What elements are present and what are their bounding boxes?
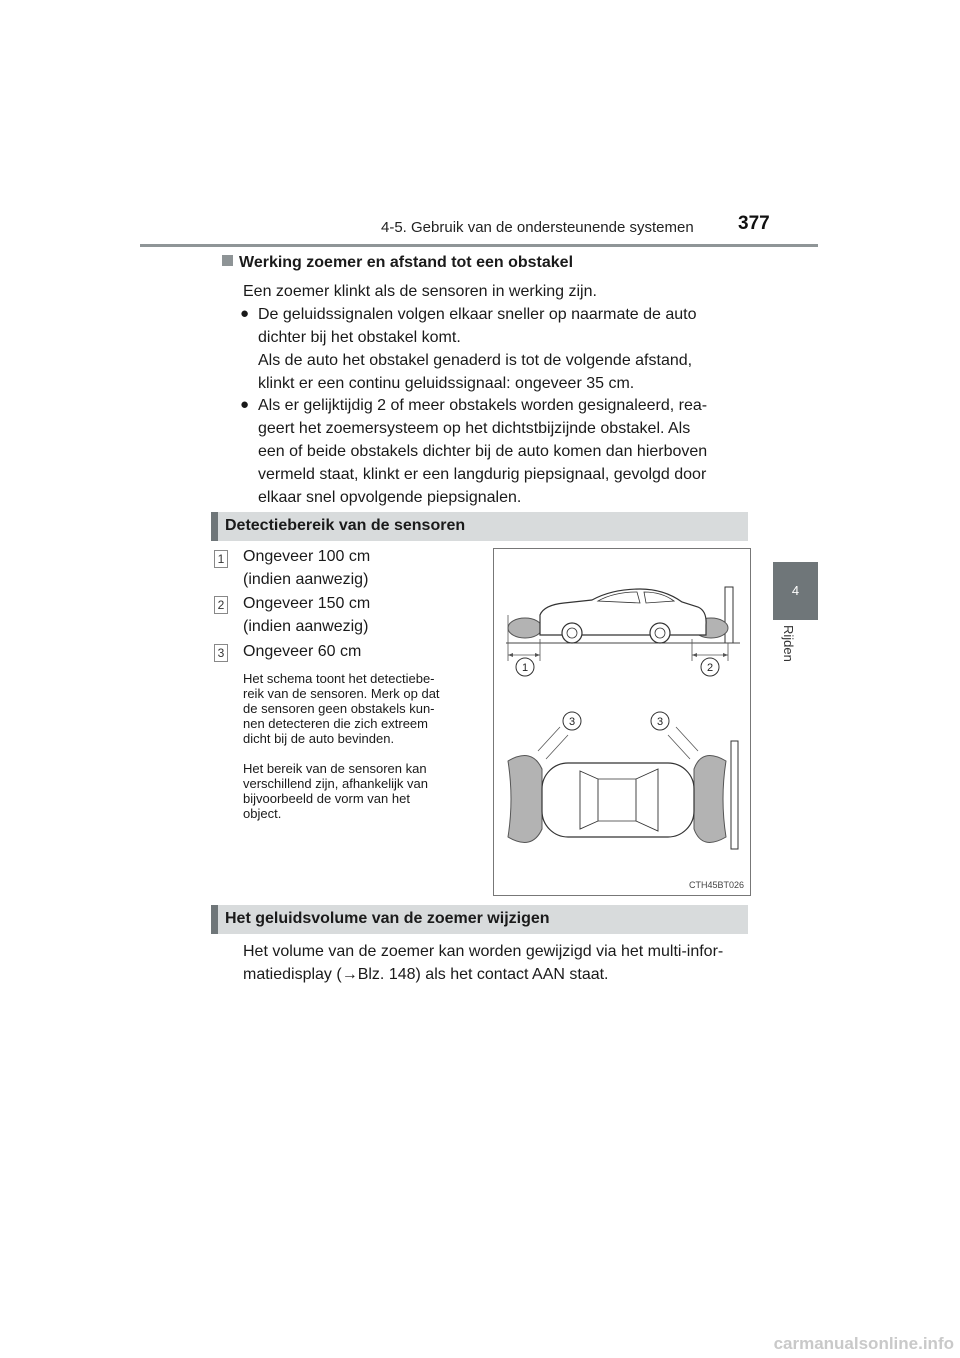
- bullet-text-line: Als er gelijktijdig 2 of meer obstakels worden gesignaleerd, rea-: [258, 397, 708, 414]
- callout-two: 2: [706, 662, 714, 674]
- square-bullet-icon: [222, 255, 233, 266]
- item-text: Ongeveer 150 cm: [243, 595, 371, 612]
- callout-three-right: 3: [656, 716, 664, 728]
- obstacle-wall-top: [731, 741, 738, 849]
- running-header-section: 4-5. Gebruik van de ondersteunende systemen: [381, 219, 694, 236]
- chapter-title: [773, 625, 818, 685]
- callout-number: 2: [214, 596, 228, 614]
- note-line: verschillend zijn, afhankelijk van: [243, 776, 428, 791]
- bullet-dot-icon: ●: [240, 396, 250, 413]
- note-line: de sensoren geen obstakels kun-: [243, 701, 435, 716]
- bullet-dot-icon: ●: [240, 305, 250, 322]
- section-banner: [211, 905, 748, 934]
- item-text: (indien aanwezig): [243, 618, 369, 635]
- callout-number: 1: [214, 550, 228, 568]
- chapter-title-text: Rijden: [781, 625, 796, 662]
- banner-title: Detectiebereik van de sensoren: [225, 517, 466, 534]
- rear-corner-zones: [508, 756, 542, 843]
- page-number: 377: [738, 213, 770, 234]
- item-text: Ongeveer 100 cm: [243, 548, 371, 565]
- bullet-text-line: een of beide obstakels dichter bij de auto komen dan hierboven: [258, 443, 708, 460]
- note-line: reik van de sensoren. Merk op dat: [243, 686, 440, 701]
- bullet-text-line: geert het zoemersysteem op het dichtstbijzijnde obstakel. Als: [258, 420, 691, 437]
- banner-accent: [211, 905, 218, 934]
- note-line: dicht bij de auto bevinden.: [243, 731, 395, 746]
- sensor-range-diagram: [493, 548, 751, 896]
- car-top-view: [542, 763, 694, 837]
- callout-one: 1: [521, 662, 529, 674]
- intro-paragraph: Een zoemer klinkt als de sensoren in werking zijn.: [243, 283, 597, 300]
- bullet-text-line: klinkt er een continu geluidssignaal: ongeveer 35 cm.: [258, 375, 635, 392]
- bullet-text-line: Als de auto het obstakel genaderd is tot de volgende afstand,: [258, 352, 693, 369]
- sensor-range-illustration: [494, 549, 750, 895]
- banner-title: Het geluidsvolume van de zoemer wijzigen: [225, 910, 550, 927]
- bullet-text-line: elkaar snel opvolgende piepsignalen.: [258, 489, 522, 506]
- site-watermark: carmanualsonline.info: [773, 1334, 954, 1353]
- section-heading-text: Werking zoemer en afstand tot een obstakel: [239, 254, 574, 271]
- bullet-text-line: dichter bij het obstakel komt.: [258, 329, 461, 346]
- note-line: nen detecteren die zich extreem: [243, 716, 428, 731]
- bullet-text-line: vermeld staat, klinkt er een langdurig piepsignaal, gevolgd door: [258, 466, 707, 483]
- callout-number: 3: [214, 644, 228, 662]
- note-line: bijvoorbeeld de vorm van het: [243, 791, 410, 806]
- note-line: object.: [243, 806, 282, 821]
- callout-three-left: 3: [568, 716, 576, 728]
- item-text: (indien aanwezig): [243, 571, 369, 588]
- section-heading: [222, 254, 573, 272]
- bullet-text-line: De geluidssignalen volgen elkaar sneller op naarmate de auto: [258, 306, 697, 323]
- item-text: Ongeveer 60 cm: [243, 643, 362, 660]
- front-corner-zones: [694, 756, 726, 843]
- note-line: Het bereik van de sensoren kan: [243, 761, 427, 776]
- chapter-tab: 4: [773, 562, 818, 620]
- banner-accent: [211, 512, 218, 541]
- section-banner: [211, 512, 748, 541]
- volume-text-line: Het volume van de zoemer kan worden gewijzigd via het multi-infor-: [243, 943, 724, 960]
- volume-text-line: matiedisplay (→Blz. 148) als het contact AAN staat.: [243, 966, 609, 983]
- figure-code: CTH45BT026: [688, 880, 744, 890]
- obstacle-wall: [725, 587, 733, 643]
- rear-sensor-zone: [508, 618, 542, 638]
- header-rule: [140, 244, 818, 247]
- note-line: Het schema toont het detectiebe-: [243, 671, 435, 686]
